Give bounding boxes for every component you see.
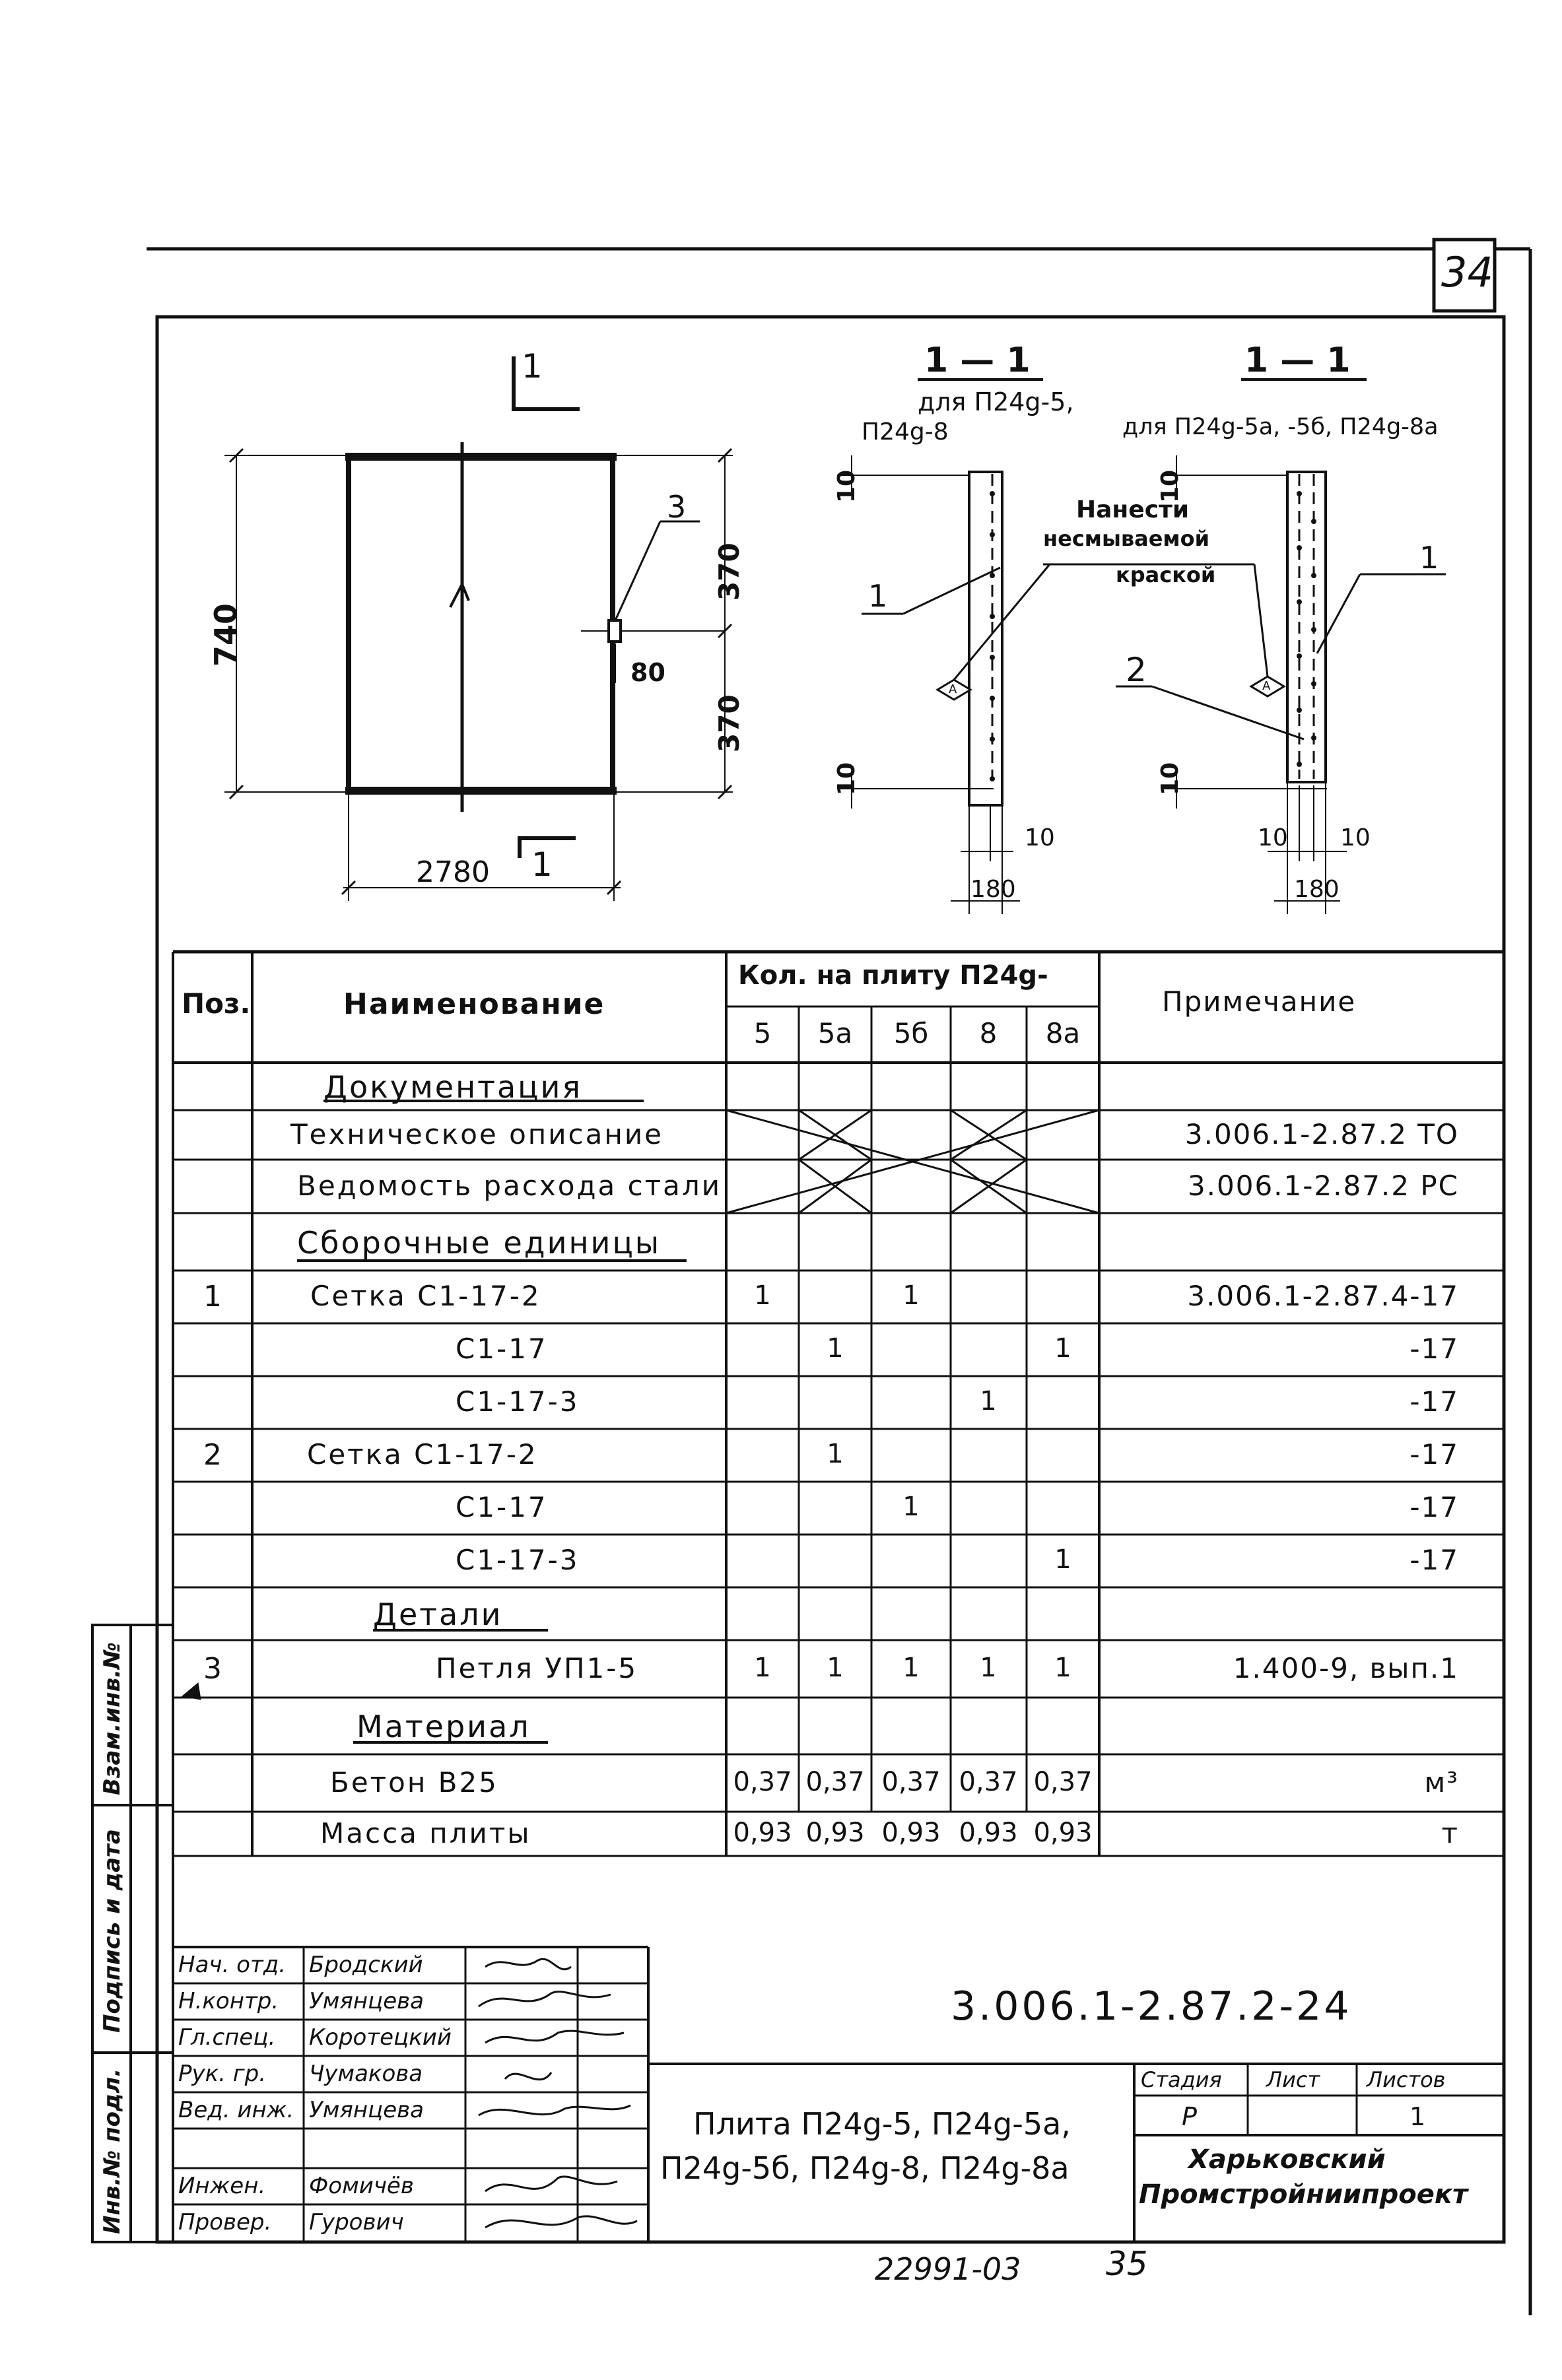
row-name: Ведомость расхода стали (297, 1169, 722, 1202)
qty-cell: 0,93 (733, 1817, 792, 1848)
col-header-qty: Кол. на плиту П24g- (738, 960, 1048, 991)
col-header-name: Наименование (343, 987, 605, 1021)
sheets-value: 1 (1409, 2102, 1426, 2131)
qty-cell: 0,93 (959, 1817, 1018, 1848)
qty-cell: 1 (902, 1280, 920, 1311)
side-stamp-replacement-inv: Взам.инв.№ (99, 1642, 125, 1795)
row-note: 3.006.1-2.87.4-17 (1187, 1280, 1459, 1312)
person-name: Гурович (309, 2209, 404, 2235)
row-name: Техническое описание (290, 1117, 663, 1150)
page-number: 35 (1106, 2245, 1148, 2283)
note-mark-a: А (949, 682, 957, 696)
group-header: Документация (323, 1069, 583, 1105)
dim-loop-80: 80 (630, 658, 665, 687)
organization-line-2: Промстройниипроект (1139, 2179, 1468, 2210)
organization-line-1: Харьковский (1188, 2144, 1386, 2175)
person-role: Инжен. (178, 2173, 266, 2199)
note-line-1: Нанести (1076, 496, 1190, 523)
qty-cell: 1 (902, 1492, 920, 1522)
row-name: Сетка С1-17-2 (310, 1280, 541, 1312)
qty-col-header: 8 (979, 1017, 998, 1049)
qty-col-header: 5б (893, 1017, 929, 1049)
person-name: Умянцева (309, 1988, 424, 2014)
qty-cell: 0,37 (805, 1766, 865, 1797)
section-b-title: 1 — 1 (1244, 341, 1351, 380)
qty-cell: 0,37 (733, 1766, 792, 1797)
sheets-label: Листов (1367, 2067, 1446, 2092)
row-note: -17 (1409, 1438, 1459, 1471)
qty-cell: 1 (1054, 1544, 1071, 1575)
stage-label: Стадия (1141, 2067, 1222, 2092)
col-header-note: Примечание (1162, 985, 1357, 1018)
side-stamp-inv-original: Инв.№ подл. (99, 2068, 125, 2234)
qty-cell: 1 (980, 1652, 997, 1683)
section-a-caption: для П24g-5, (918, 387, 1074, 416)
stage-value: Р (1182, 2102, 1197, 2131)
side-stamp-signature-date: Подпись и дата (99, 1829, 125, 2033)
group-header: Материал (357, 1709, 531, 1744)
row-name: С1-17-3 (456, 1385, 580, 1418)
qty-cell: 1 (1054, 1652, 1071, 1683)
section-b-pos-2: 2 (1126, 651, 1147, 689)
designation: 3.006.1-2.87.2-24 (951, 1983, 1352, 2030)
row-name: Петля УП1-5 (436, 1651, 638, 1684)
row-note: м³ (1424, 1766, 1459, 1799)
qty-cell: 0,93 (805, 1817, 865, 1848)
row-note: -17 (1409, 1333, 1459, 1365)
qty-cell: 0,93 (1033, 1817, 1093, 1848)
row-name: Сетка С1-17-2 (307, 1438, 538, 1471)
row-note: 3.006.1-2.87.2 ТО (1184, 1117, 1459, 1150)
person-role: Н.контр. (178, 1988, 279, 2014)
section-b-dim-top: 10 (1157, 469, 1184, 503)
group-header: Детали (373, 1597, 503, 1632)
person-name: Бродский (309, 1952, 423, 1978)
row-name: С1-17-3 (456, 1544, 580, 1576)
note-mark-b: А (1262, 679, 1271, 693)
row-position: 3 (203, 1651, 222, 1686)
section-a-title: 1 — 1 (924, 341, 1031, 380)
note-line-3: краской (1116, 562, 1216, 587)
col-header-pos: Поз. (182, 987, 251, 1020)
qty-cell: 1 (827, 1439, 844, 1469)
qty-col-header: 5а (817, 1017, 853, 1049)
row-position: 1 (203, 1280, 222, 1313)
row-name: Масса плиты (320, 1816, 531, 1849)
row-name: С1-17 (456, 1333, 548, 1365)
note-line-2: несмываемой (1043, 526, 1209, 551)
product-title-line-1: Плита П24g-5, П24g-5а, (693, 2106, 1071, 2142)
section-b-dim-bottom: 10 (1157, 762, 1184, 795)
qty-col-header: 5 (753, 1017, 772, 1049)
person-role: Провер. (178, 2209, 272, 2235)
dim-height-740: 740 (208, 603, 244, 667)
section-mark-label-bottom: 1 (531, 845, 553, 884)
qty-cell: 1 (754, 1652, 771, 1683)
row-note: -17 (1409, 1385, 1459, 1418)
dim-width-2780: 2780 (416, 855, 490, 889)
person-name: Коротецкий (309, 2024, 452, 2051)
section-mark-label-top: 1 (522, 347, 543, 385)
group-header: Сборочные единицы (297, 1224, 662, 1261)
qty-cell: 0,37 (1033, 1766, 1093, 1797)
section-a-caption-2: П24g-8 (862, 418, 949, 446)
qty-cell: 1 (902, 1652, 920, 1683)
qty-cell: 0,93 (881, 1817, 941, 1848)
qty-cell: 1 (980, 1386, 997, 1416)
qty-cell: 1 (1054, 1333, 1071, 1364)
row-name: Бетон В25 (330, 1766, 498, 1799)
person-role: Нач. отд. (178, 1952, 287, 1978)
row-name: С1-17 (456, 1491, 548, 1523)
loop-position-label: 3 (667, 489, 687, 525)
row-note: -17 (1409, 1544, 1459, 1576)
qty-cell: 1 (827, 1333, 844, 1364)
qty-cell: 1 (827, 1652, 844, 1683)
section-a-dim-side: 10 (1025, 824, 1055, 851)
person-role: Вед. инж. (178, 2097, 294, 2123)
archive-number: 22991-03 (875, 2251, 1021, 2287)
person-role: Гл.спец. (178, 2024, 276, 2051)
qty-col-header: 8а (1045, 1017, 1081, 1049)
signatures (465, 1947, 650, 2244)
qty-cell: 0,37 (881, 1766, 941, 1797)
section-b-pos-1: 1 (1419, 540, 1439, 576)
person-name: Фомичёв (309, 2173, 414, 2199)
row-note: 1.400-9, вып.1 (1233, 1651, 1459, 1684)
person-name: Умянцева (309, 2097, 424, 2123)
dim-upper-370: 370 (713, 543, 745, 601)
section-b-dim-side-2: 10 (1340, 824, 1371, 851)
dim-lower-370: 370 (713, 694, 745, 752)
row-note: -17 (1409, 1491, 1459, 1523)
sheet-label: Лист (1266, 2067, 1320, 2092)
section-b-dim-side-1: 10 (1258, 824, 1288, 851)
sheet-number: 34 (1441, 248, 1493, 296)
person-role: Рук. гр. (178, 2061, 267, 2087)
section-a-pos-1: 1 (868, 578, 888, 614)
section-a-dim-bottom: 10 (833, 762, 860, 795)
row-position: 2 (203, 1438, 222, 1472)
row-note: т (1441, 1816, 1459, 1849)
section-b-dim-width: 180 (1294, 876, 1340, 903)
qty-cell: 0,37 (959, 1766, 1018, 1797)
product-title-line-2: П24g-5б, П24g-8, П24g-8а (660, 2150, 1070, 2186)
qty-cell: 1 (754, 1280, 771, 1311)
section-b-caption: для П24g-5а, -5б, П24g-8а (1122, 414, 1439, 440)
section-a-dim-top: 10 (833, 469, 860, 503)
section-a-dim-width: 180 (970, 876, 1016, 903)
person-name: Чумакова (309, 2061, 423, 2087)
row-note: 3.006.1-2.87.2 РС (1187, 1169, 1459, 1202)
